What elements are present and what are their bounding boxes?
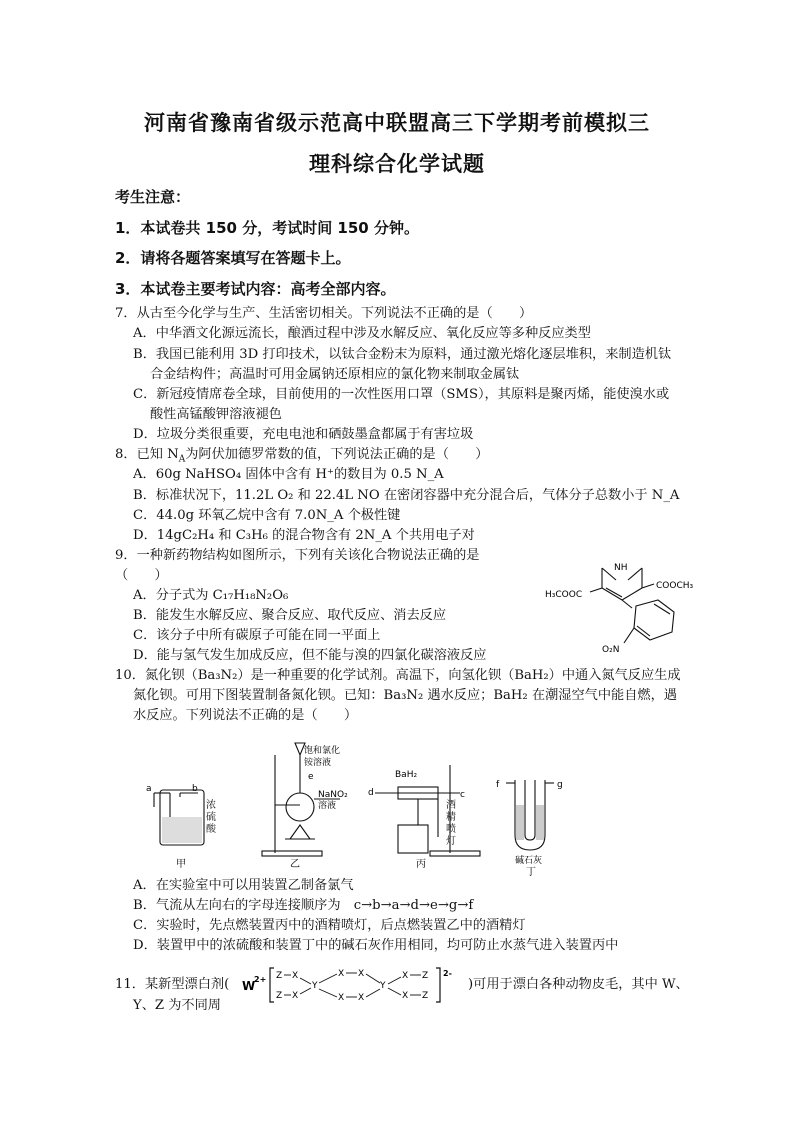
q9-label-left-ester: H₃COOC (545, 590, 583, 600)
formula-z3: Z (422, 971, 429, 981)
formula-x1: X (292, 971, 299, 981)
formula-x7: X (402, 971, 409, 981)
formula-x3: X (338, 969, 345, 979)
formula-y1: Y (312, 981, 318, 991)
q9-label-nh: NH (614, 563, 628, 573)
q9-paren: （ ） (115, 568, 168, 583)
q9-option-b: B．能发生水解反应、聚合反应、取代反应、消去反应 (133, 608, 447, 623)
formula-z2: Z (276, 991, 283, 1001)
title-line-1: 河南省豫南省级示范高中联盟高三下学期考前模拟三 (144, 111, 650, 135)
q10-option-d: D．装置甲中的浓硫酸和装置丁中的碱石灰作用相同，均可防止水蒸气进入装置丙中 (133, 938, 619, 953)
caption-ding: 丁 (526, 867, 536, 878)
formula-z1: Z (276, 971, 283, 981)
q9-option-d: D．能与氢气发生加成反应，但不能与溴的四氯化碳溶液反应 (133, 648, 487, 663)
formula-x2: X (292, 991, 299, 1001)
q8-stem-sub: A (178, 454, 186, 465)
label-nano2-1: NaNO₂ (318, 790, 348, 800)
label-conc-acid: 浓硫酸 (206, 800, 216, 835)
formula-x5: X (338, 993, 345, 1003)
label-sat-2: 铵溶液 (304, 758, 332, 768)
q8-stem-a: 8．已知 N (115, 447, 179, 462)
q9-label-right-ester: COOCH₃ (656, 581, 694, 591)
q10-line-2: 氮化钡。可用下图装置制备氮化钡。已知：Ba₃N₂ 遇水反应；BaH₂ 在潮湿空气中能自燃，遇 (133, 688, 677, 703)
label-sat-1: 饱和氯化 (304, 746, 341, 756)
label-e: e (308, 772, 314, 782)
label-soda-lime: 碱石灰 (515, 856, 543, 866)
formula-x8: X (402, 991, 409, 1001)
label-b: b (192, 784, 198, 794)
q11-suffix: )可用于漂白各种动物皮毛，其中 W、 (468, 977, 689, 992)
q7-option-a: A．中华酒文化源远流长，酿酒过程中涉及水解反应、氧化反应等多种反应类型 (133, 326, 591, 341)
formula-w: W (242, 979, 256, 993)
label-d: d (368, 788, 374, 798)
q8-stem-b: 为阿伏加德罗常数的值，下列说法正确的是（ ） (185, 447, 489, 462)
q8-option-d: D．14gC₂H₄ 和 C₃H₆ 的混合物含有 2N_A 个共用电子对 (133, 528, 475, 543)
formula-y2: Y (380, 981, 386, 991)
title-line-2: 理科综合化学试题 (309, 152, 485, 176)
q7-stem: 7．从古至今化学与生产、生活密切相关。下列说法不正确的是（ ） (115, 306, 533, 321)
q11-line-2: Y、Z 为不同周 (133, 998, 221, 1013)
formula-x4: X (358, 969, 365, 979)
formula-w-charge: 2+ (254, 975, 267, 984)
label-c: c (460, 790, 465, 800)
q7-option-c: C．新冠疫情席卷全球，目前使用的一次性医用口罩（SMS），其原料是聚丙烯，能使溴水或 (133, 387, 670, 402)
q7-option-b: B．我国已能利用 3D 打印技术，以钛合金粉末为原料，通过激光熔化逐层堆积，来制造机钛 (133, 347, 672, 362)
q8-option-a: A．60g NaHSO₄ 固体中含有 H⁺的数目为 0.5 N_A (133, 467, 444, 482)
label-g: g (557, 780, 563, 790)
caption-jia: 甲 (176, 859, 186, 870)
notice-item-1: 1．本试卷共 150 分，考试时间 150 分钟。 (115, 219, 419, 237)
label-a: a (146, 784, 152, 794)
q9-option-a: A．分子式为 C₁₇H₁₈N₂O₆ (133, 588, 289, 603)
q8-option-b: B．标准状况下，11.2L O₂ 和 22.4L NO 在密闭容器中充分混合后，气体分子总数小于 N_A (133, 488, 680, 503)
q10-line-3: 水反应。下列说法不正确的是（ ） (133, 708, 358, 723)
label-bah2: BaH₂ (395, 770, 418, 780)
label-f: f (496, 780, 500, 790)
q10-option-c: C．实验时，先点燃装置丙中的酒精喷灯，后点燃装置乙中的酒精灯 (133, 918, 526, 933)
caption-bing: 丙 (416, 859, 426, 870)
q10-line-1: 10．氮化钡（Ba₃N₂）是一种重要的化学试剂。高温下，向氢化钡（BaH₂）中通入氮气反应生成 (115, 668, 681, 683)
q9-option-c: C．该分子中所有碳原子可能在同一平面上 (133, 628, 381, 643)
q10-option-a: A．在实验室中可以用装置乙制备氯气 (133, 878, 354, 893)
caption-yi: 乙 (290, 859, 300, 870)
q11-prefix: 11．某新型漂白剂( (115, 977, 230, 992)
formula-x6: X (358, 993, 365, 1003)
formula-z4: Z (422, 991, 429, 1001)
q9-stem: 9．一种新药物结构如图所示，下列有关该化合物说法正确的是 (115, 548, 480, 563)
q8-option-c: C．44.0g 环氧乙烷中含有 7.0N_A 个极性键 (133, 508, 401, 523)
notice-item-2: 2．请将各题答案填写在答题卡上。 (115, 249, 351, 267)
q9-label-nitro: O₂N (602, 645, 620, 655)
notice-heading: 考生注意： (115, 188, 191, 206)
label-nano2-2: 溶液 (318, 801, 337, 811)
q10-option-b: B．气流从左向右的字母连接顺序为 c→b→a→d→e→g→f (133, 898, 474, 913)
formula-charge: 2- (443, 969, 452, 978)
q9-structure-diagram (540, 548, 720, 660)
q7-option-c-cont: 酸性高锰酸钾溶液褪色 (150, 407, 282, 422)
label-lamp: 酒精喷灯 (446, 800, 456, 847)
notice-item-3: 3．本试卷主要考试内容：高考全部内容。 (115, 280, 396, 298)
q7-option-b-cont: 合金结构件；高温时可用金属钠还原相应的氯化物来制取金属钛 (150, 367, 520, 382)
q7-option-d: D．垃圾分类很重要，充电电池和硒鼓墨盒都属于有害垃圾 (133, 427, 474, 442)
